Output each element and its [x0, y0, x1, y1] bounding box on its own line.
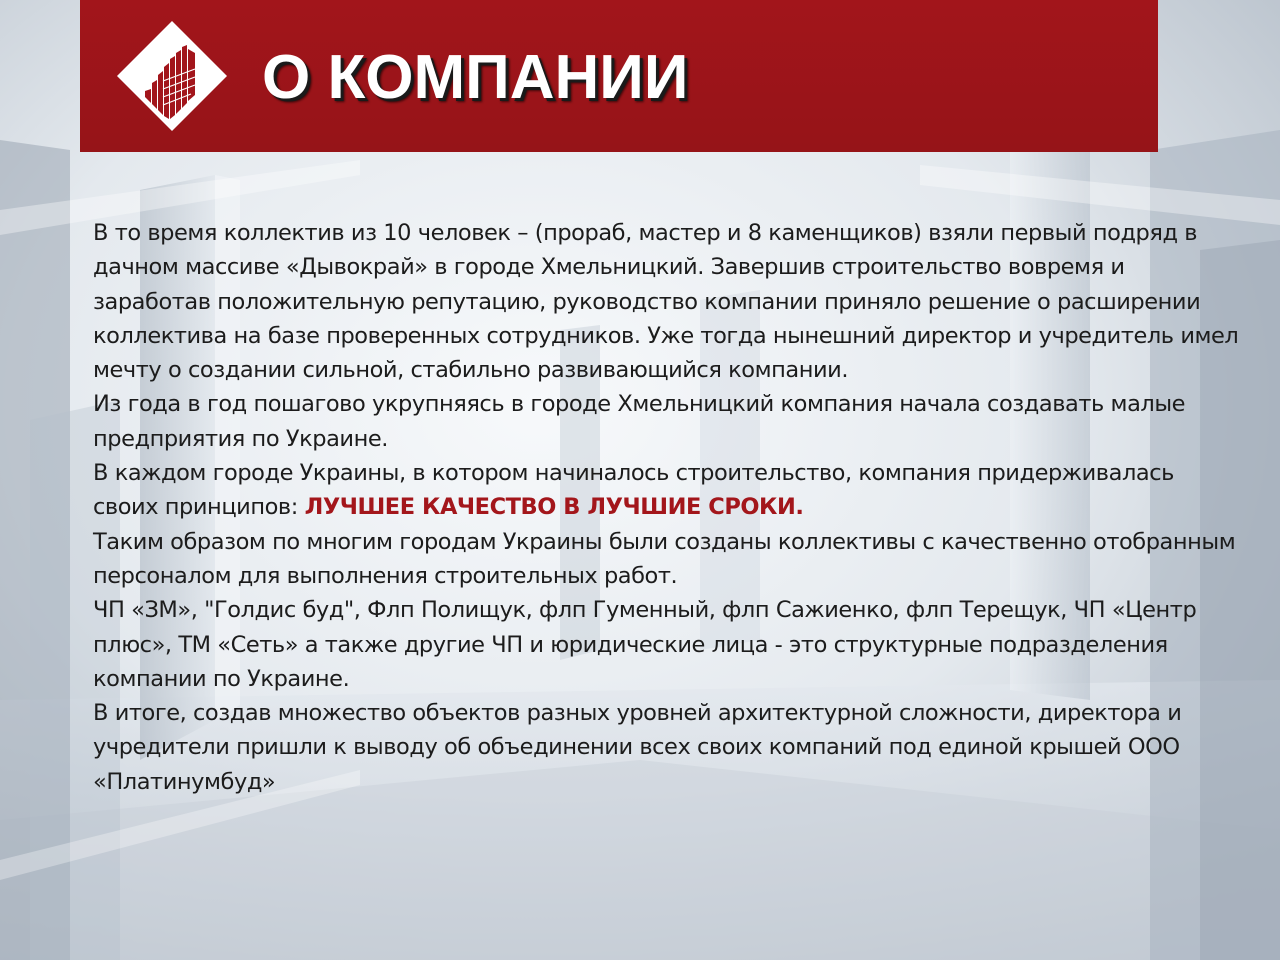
header-banner: [80, 0, 1158, 152]
building-diamond-logo-icon: [115, 19, 229, 133]
principles-highlight: ЛУЧШЕЕ КАЧЕСТВО В ЛУЧШИЕ СРОКИ.: [304, 494, 804, 521]
paragraph-subdivisions: ЧП «ЗМ», "Голдис буд", Флп Полищук, флп Гуменный, флп Сажиенко, флп Терещук, ЧП «Центр плюс», ТМ «Сеть» а также другие ЧП и юридические лица - это структурные подразделения компании по Украине.: [93, 597, 1197, 692]
paragraph-teams: Таким образом по многим городам Украины были созданы коллективы с качественно отобранным персоналом для выполнения строительных работ.: [93, 528, 1236, 589]
principles-text: В каждом городе Украины, в котором начиналось строительство, компания придерживалась своих принципов:: [93, 460, 1174, 521]
paragraph-expansion: Из года в год пошагово укрупняясь в городе Хмельницкий компания начала создавать малые предприятия по Украине.: [93, 391, 1186, 452]
paragraph-principles: [93, 456, 1243, 525]
paragraph-first-contract: В то время коллектив из 10 человек – (прораб, мастер и 8 каменщиков) взяли первый подряд в дачном массиве «Дывокрай» в городе Хмельницкий. Завершив строительство вовремя и заработав положительную репутацию, руководство компании приняло решение о расширении коллектива на базе проверенных сотрудников. Уже тогда нынешний директор и учредитель имел мечту о создании сильной, стабильно развивающийся компании.: [93, 220, 1239, 384]
company-description: [93, 216, 1243, 799]
paragraph-conclusion: В итоге, создав множество объектов разных уровней архитектурной сложности, директора и учредители пришли к выводу об объединении всех своих компаний под единой крышей ООО «Платинумбуд»: [93, 700, 1182, 795]
page-title: О КОМПАНИИ: [262, 43, 689, 112]
